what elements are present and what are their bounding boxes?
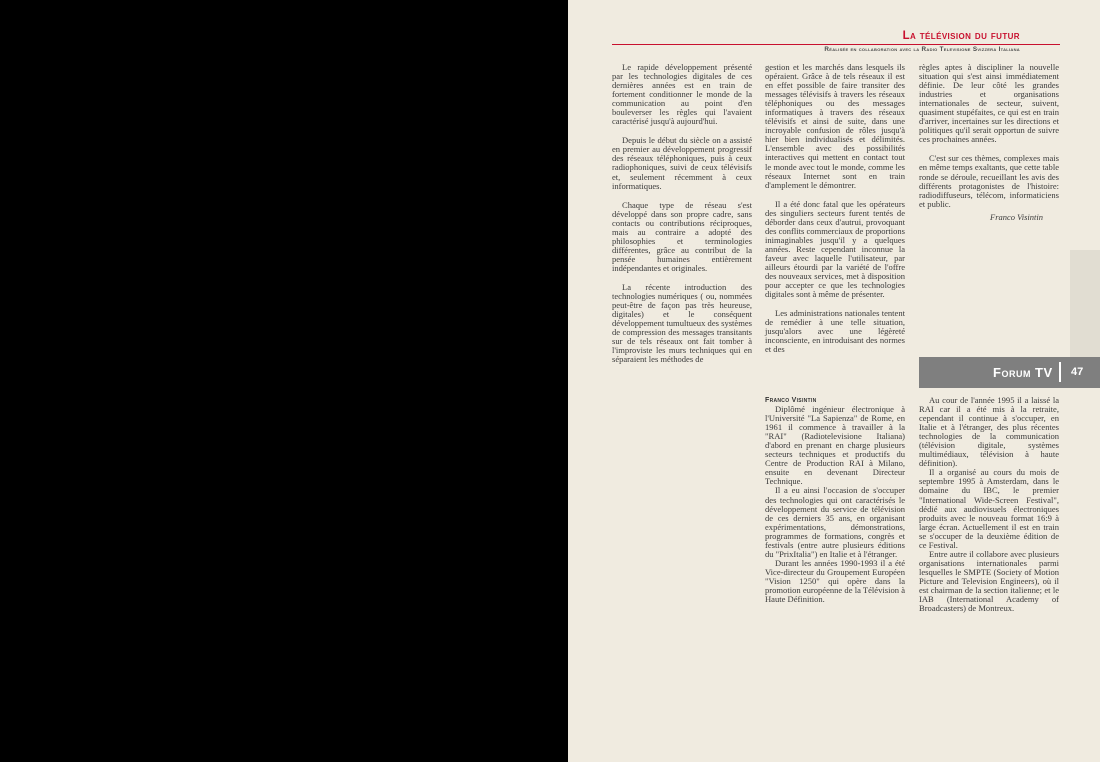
paragraph: Il a été donc fatal que les opérateurs des singuliers secteurs furent tentés de déborder dans ceux d'autrui, provoquant des conflits commerciaux de proportions inimaginables jusqu'il y a quelques années. Reste cependant inconnue la faveur avec laquelle l'utilisateur, par ailleurs étourdi par la variété de l'offre des nouveaux services, met à disposition pour accepter ce que les technologies digitales sont à même de présenter. bbox=[765, 198, 905, 300]
paragraph: Les administrations nationales tentent de remédier à une telle situation, jusqu'alors avec une légèreté inconsciente, en introduisant des normes et des bbox=[765, 308, 905, 355]
paragraph: Il a eu ainsi l'occasion de s'occuper des technologies qui ont caractérisés le développement du service de télévision de ces derniers 35 ans, en organisant expérimentations, démonstrations, programmes de formations, congrès et festivals (entre autre plusieurs éditions du "PrixItalia") en Italie et à l'étranger. bbox=[765, 485, 905, 559]
bio-column-1 bbox=[765, 396, 905, 604]
paragraph: Durant les années 1990-1993 il a été Vice-directeur du Groupement Européen "Vision 1250" qui opère dans la promotion européenne de la Télévision à Haute Définition. bbox=[765, 557, 905, 605]
page-title: La télévision du futur bbox=[902, 30, 1020, 42]
paragraph: La récente introduction des technologies numériques ( ou, nommées peut-être de façon pas très heureuse, digitales) et le conséquent développement tumultueux des systèmes de compression des messages transitants sur de tels réseaux ont fait tomber à l'improviste les murs techniques qui en séparaient les méthodes de bbox=[612, 281, 752, 365]
paragraph: Diplômé ingénieur électronique à l'Université "La Sapienza" de Rome, en 1961 il commence à travailler à la "RAI" (Radiotelevisione Italiana) d'abord en prenant en charge plusieurs secteurs techniques et productifs du Centre de Production RAI à Milano, ensuite en devenant Directeur Technique. bbox=[765, 404, 905, 487]
paragraph: Il a organisé au cours du mois de septembre 1995 à Amsterdam, dans le domaine du IBC, le premier "International Wide-Screen Festival", dédié aux audiovisuels électroniques produits avec le nouveau format 16:9 à large écran. Actuellement il est en train se s'occuper de la deuxième édition de ce Festival. bbox=[919, 467, 1059, 550]
bio-column-2 bbox=[919, 396, 1059, 613]
paragraph: Le rapide développement présenté par les technologies digitales de ces dernières années est en train de fortement conditionner le monde de la communication au point d'en bouleverser les règles qui l'avaient caractérisé jusqu'à aujourd'hui. bbox=[612, 62, 752, 127]
magazine-page bbox=[568, 0, 1100, 762]
section-divider bbox=[1059, 362, 1061, 382]
margin-shadow bbox=[1070, 250, 1100, 360]
paragraph: C'est sur ces thèmes, complexes mais en même temps exaltants, que cette table ronde se déroule, recueillant les avis des différents protagonistes de l'histoire: radiodiffuseurs, télécom, informaticiens et public. bbox=[919, 153, 1059, 209]
author-signature: Franco Visintin bbox=[990, 212, 1043, 222]
page-number: 47 bbox=[1071, 366, 1084, 378]
intro-column-3 bbox=[919, 63, 1059, 219]
header-rule bbox=[612, 44, 1060, 45]
paragraph: Chaque type de réseau s'est développé dans son propre cadre, sans contacts ou contributions réciproques, mais au contraire a adopté des philosophies et terminologies différentes, grâce au contribut de la pensée humaines entièrement indépendantes et originales. bbox=[612, 199, 752, 273]
paragraph: Entre autre il collabore avec plusieurs organisations internationales parmi lesquelles le SMPTE (Society of Motion Picture and Television Engineers), où il est chairman de la section italienne; et le IAB (International Academy of Broadcasters) de Montreux. bbox=[919, 548, 1059, 614]
section-label: Forum TV bbox=[993, 365, 1053, 380]
paragraph: Au cour de l'année 1995 il a laissé la RAI car il a été mis à la retraite, cependant il continue à s'occuper, en Italie et à l'étranger, des plus récentes technologies de la communication (télévision digitale, systèmes multimédiaux, télévision à haute définition). bbox=[919, 395, 1059, 469]
intro-column-1 bbox=[612, 63, 752, 374]
paragraph: Depuis le début du siècle on a assisté en premier au développement progressif des réseaux téléphoniques, puis à ceux radiophoniques, suivi de ceux télévisifs et, seulement récemment à ceux informatiques. bbox=[612, 135, 752, 191]
page-header bbox=[612, 0, 1060, 60]
paragraph: gestion et les marchés dans lesquels ils opéraient. Grâce à de tels réseaux il est en effet possible de faire transiter des messages télévisifs à travers les réseaux téléphoniques ou des messages informatiques à travers des réseaux télévisifs et ainsi de suite, dans une incroyable confusion de rôles jusqu'à hier bien individualisés et délimités. L'ensemble avec des possibilités interactives qui mettent en contact tout le monde avec tout le monde, comme les réseaux Internet sont en train d'amplement le démontrer. bbox=[765, 62, 905, 190]
page-subtitle: Réalisée en collaboration avec la Radio Televisione Svizzera Italiana bbox=[824, 46, 1020, 53]
paragraph: règles aptes à discipliner la nouvelle situation qui s'est ainsi immédiatement définie. De leur côté les grandes industries et organisations internationales de secteur, suivent, quasiment stupéfaites, ce qui est en train d'arriver, incertaines sur les directions et politiques qu'il serait opportun de suivre ces prochaines années. bbox=[919, 62, 1059, 145]
bio-name: Franco Visintin bbox=[765, 397, 817, 404]
intro-column-2 bbox=[765, 63, 905, 364]
